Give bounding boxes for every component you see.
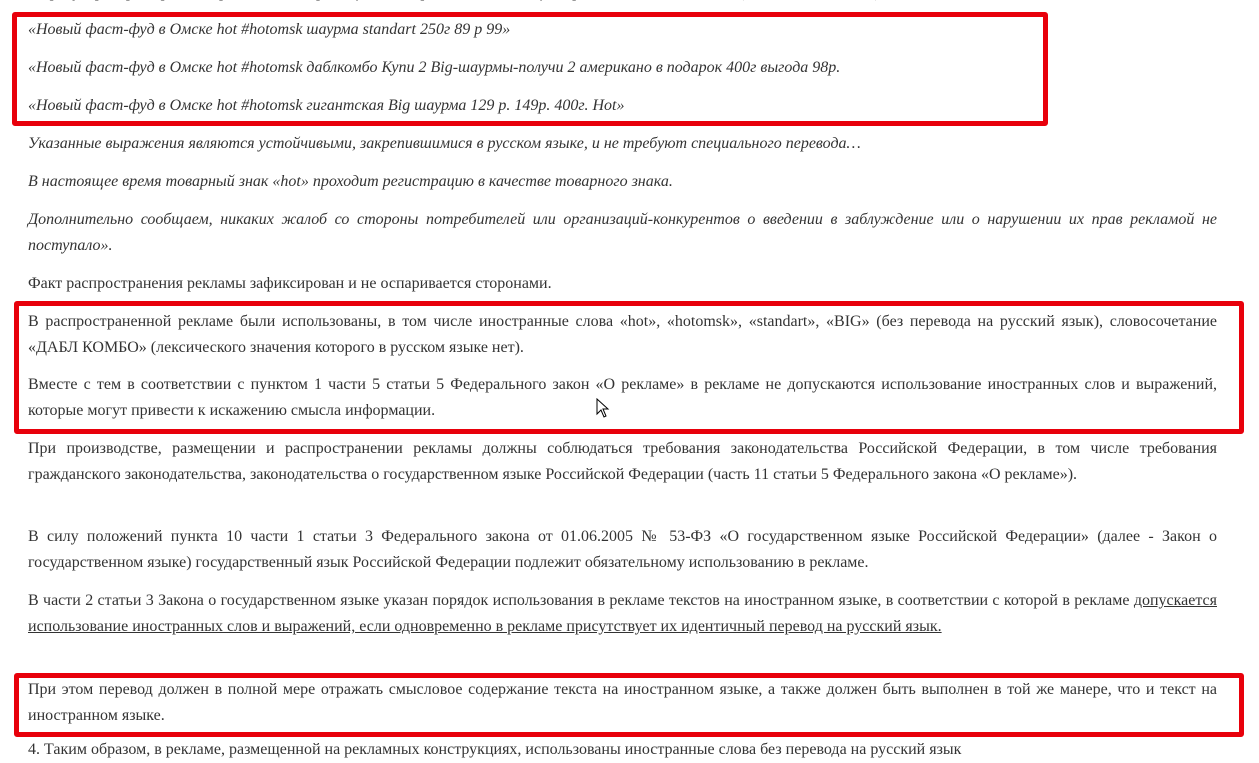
quote-line-2: «Новый фаст-фуд в Омске hot #hotomsk даблкомбо Купи 2 Big-шаурмы-получи 2 американо в подарок 400г выгода 98р. bbox=[28, 59, 841, 76]
translation-paragraph: При этом перевод должен в полной мере отражать смысловое содержание текста на иностранном языке, а также должен быть выполнен в той же манере, что и текст на иностранном языке. bbox=[28, 681, 1217, 724]
quote-line-3: «Новый фаст-фуд в Омске hot #hotomsk гигантская Big шаурма 129 р. 149р. 400г. Hot» bbox=[28, 97, 625, 114]
cut-bottom-line: 4. Таким образом, в рекламе, размещенной на рекламных конструкциях, использованы иностранные слова без перевода на русский язык bbox=[28, 741, 962, 758]
explanation-stable-expressions: Указанные выражения являются устойчивыми, закрепившимися в русском языке, и не требуют специального перевода… bbox=[28, 135, 861, 152]
foreign-words-paragraph: В распространенной рекламе были использованы, в том числе иностранные слова «hot», «hotomsk», «standart», «BIG» (без перевода на русский язык), словосочетание «ДАБЛ КОМБО» (лексического значения которого в русском языке нет). bbox=[28, 313, 1217, 356]
requirements-paragraph: При производстве, размещении и распространении рекламы должны соблюдаться требования законодательства Российской Федерации, в том числе требования гражданского законодательства, законодательства о государственном языке Российской Федерации (часть 11 статьи 5 Федерального закона «О рекламе»). bbox=[28, 440, 1217, 483]
mouse-cursor-icon bbox=[596, 398, 610, 418]
state-language-paragraph: В силу положений пункта 10 части 1 статьи 3 Федерального закона от 01.06.2005 № 53-ФЗ «О государственном языке Российской Федерации» (далее - Закон о государственном языке) государственный язык Российской Федерации подлежит обязательному использованию в рекламе. bbox=[28, 528, 1217, 571]
part2-underlined-text: допускается использование иностранных слов и выражений, если одновременно в рекламе присутствует их идентичный перевод на русский язык. bbox=[28, 592, 1217, 635]
law-paragraph: Вместе с тем в соответствии с пунктом 1 части 5 статьи 5 Федерального закон «О рекламе» в рекламе не допускаются использование иностранных слов и выражений, которые могут привести к искажению смысла информации. bbox=[28, 376, 1217, 419]
part2-paragraph bbox=[28, 588, 1217, 640]
quote-line-1: «Новый фаст-фуд в Омске hot #hotomsk шаурма standart 250г 89 р 99» bbox=[28, 21, 511, 38]
cut-top-line bbox=[28, 0, 885, 6]
fact-paragraph: Факт распространения рекламы зафиксирован и не оспаривается сторонами. bbox=[28, 275, 552, 292]
explanation-trademark: В настоящее время товарный знак «hot» проходит регистрацию в качестве товарного знака. bbox=[28, 173, 673, 190]
part2-text: В части 2 статьи 3 Закона о государственном языке указан порядок использования в рекламе текстов на иностранном языке, в соответствии с которой в рекламе bbox=[28, 592, 1134, 609]
explanation-no-complaints: Дополнительно сообщаем, никаких жалоб со стороны потребителей или организаций-конкурентов о введении в заблуждение или о нарушении их прав рекламой не поступало». bbox=[28, 211, 1217, 254]
